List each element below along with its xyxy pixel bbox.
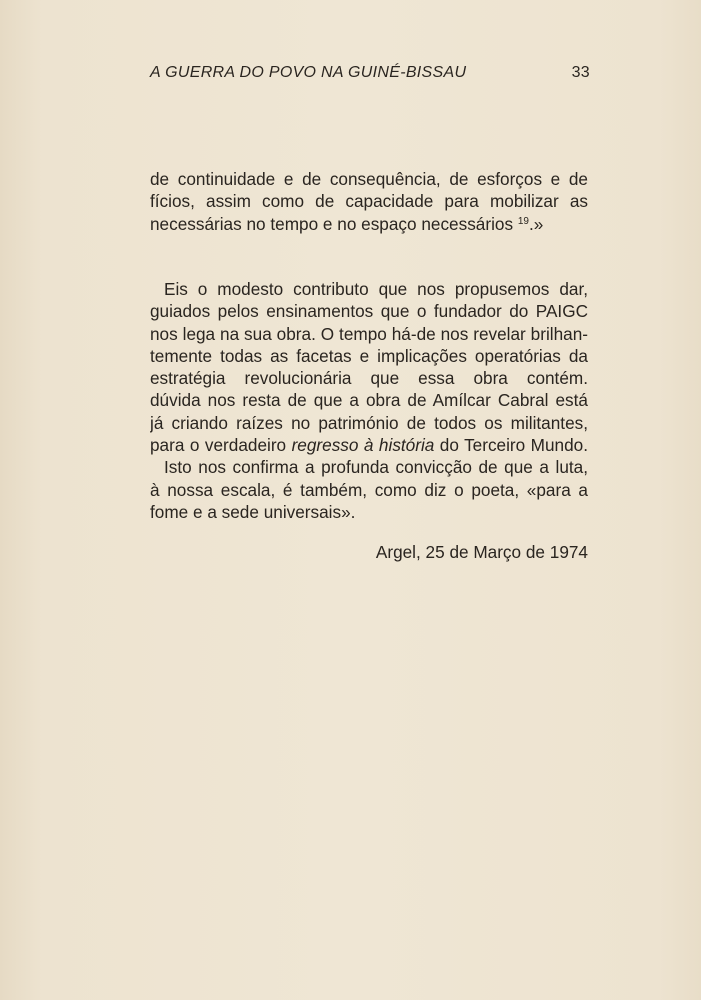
text-line xyxy=(150,434,588,456)
text-segment: para o verdadeiro xyxy=(150,435,292,456)
text-line: Isto nos confirma a profunda convicção de que a luta, xyxy=(164,457,588,478)
text-line: já criando raízes no património de todos os militantes, xyxy=(150,412,588,433)
text-line: estratégia revolucionária que essa obra contém. xyxy=(150,368,588,389)
closing-quote: .» xyxy=(528,213,544,234)
text-line: fícios, assim como de capacidade para mobilizar as xyxy=(150,191,588,212)
body-paragraphs xyxy=(150,278,588,523)
page-number: 33 xyxy=(571,64,590,81)
text-line: dúvida nos resta de que a obra de Amílcar Cabral está xyxy=(150,390,588,411)
text-line xyxy=(150,213,588,235)
footnote-reference: 19 xyxy=(517,215,529,227)
running-head xyxy=(150,64,590,86)
paragraph-continuation xyxy=(150,168,588,235)
text-line: de continuidade e de consequência, de esforços e de xyxy=(150,169,588,189)
text-line: nos lega na sua obra. O tempo há-de nos revelar brilhan- xyxy=(150,323,588,344)
running-head-title: A GUERRA DO POVO NA GUINÉ-BISSAU xyxy=(150,64,467,81)
text-line: à nossa escala, é também, como diz o poeta, «para a xyxy=(150,479,588,500)
text-segment: do Terceiro Mundo. xyxy=(434,435,588,456)
text-line: guiados pelos ensinamentos que o fundador do PAIGC xyxy=(150,301,588,322)
text-line: Eis o modesto contributo que nos propusemos dar, xyxy=(164,279,588,299)
text-line: temente todas as facetas e implicações operatórias da xyxy=(150,345,588,366)
text-segment: necessárias no tempo e no espaço necessários xyxy=(150,213,514,234)
place-date-signoff: Argel, 25 de Março de 1974 xyxy=(375,542,588,562)
italic-phrase: regresso à história xyxy=(291,435,435,456)
text-line: fome e a sede universais». xyxy=(150,501,356,522)
